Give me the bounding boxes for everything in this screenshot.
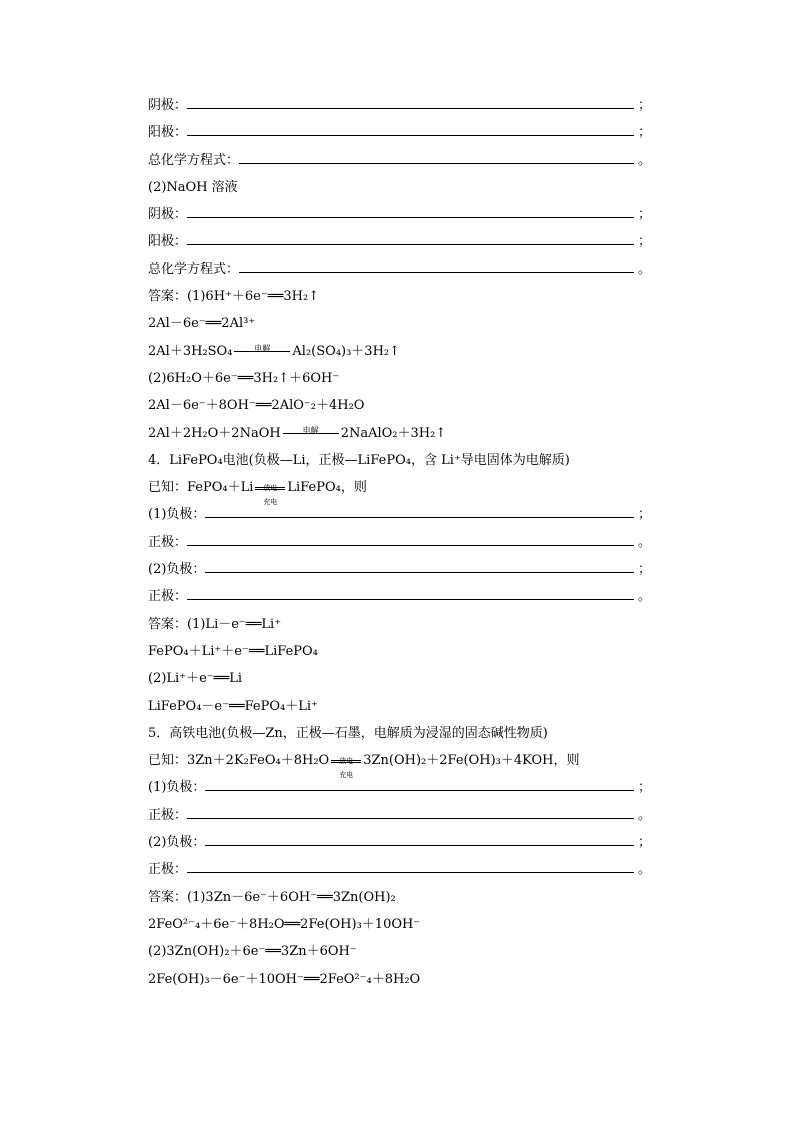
answer-line[interactable]: [187, 92, 634, 109]
question-4-known: [148, 474, 648, 506]
label: 正极：: [148, 862, 188, 878]
anode-blank-1: [148, 119, 652, 146]
equation: (1)6H⁺＋6e⁻══3H₂↑: [187, 289, 320, 305]
label: 总化学方程式：: [148, 152, 240, 168]
q4-negative-blank-1: [148, 501, 652, 528]
arrow-label: 电解: [254, 344, 271, 354]
q4-negative-blank-2: [148, 556, 652, 583]
answer-line[interactable]: [187, 802, 634, 819]
label: 阳极：: [148, 234, 188, 250]
answer-line[interactable]: [187, 583, 634, 600]
answer-3-line-3: [148, 338, 648, 365]
question-5-title: 5．高铁电池(负极—Zn，正极—石墨，电解质为浸湿的固态碱性物质): [148, 725, 548, 741]
q4-positive-blank-1: [148, 529, 652, 556]
punct: 。: [638, 534, 652, 550]
charge-label: 充电: [263, 497, 278, 506]
discharge-label: 放电: [339, 756, 354, 765]
equation: (1)3Zn－6e⁻＋6OH⁻══3Zn(OH)₂: [187, 889, 396, 905]
answer-3-line-6: [148, 420, 648, 447]
punct: ；: [638, 835, 652, 851]
punct: 。: [638, 152, 652, 168]
answer-3-line-5: 2Al－6e⁻＋8OH⁻══2AlO⁻₂＋4H₂O: [148, 398, 365, 414]
document-page: [148, 92, 652, 993]
punct: ；: [638, 234, 652, 250]
answer-5-line-3: (2)3Zn(OH)₂＋6e⁻══3Zn＋6OH⁻: [148, 944, 357, 960]
punct: ；: [638, 207, 652, 223]
label: 阴极：: [148, 207, 188, 223]
answer-line[interactable]: [205, 829, 634, 846]
total-blank-1: [148, 147, 652, 174]
charge-label: 充电: [339, 770, 354, 779]
answer-label: 答案：: [148, 289, 188, 305]
equation-left: 2Al＋3H₂SO₄: [148, 343, 233, 359]
anode-blank-2: [148, 228, 652, 255]
answer-line[interactable]: [239, 256, 634, 273]
equation-left: 2Al＋2H₂O＋2NaOH: [148, 425, 281, 441]
answer-line[interactable]: [205, 774, 634, 791]
answer-5-line-1: [148, 884, 648, 911]
punct: 。: [638, 807, 652, 823]
answer-line[interactable]: [187, 228, 634, 245]
answer-4-line-2: FePO₄＋Li⁺＋e⁻══LiFePO₄: [148, 643, 318, 659]
question-4-title: 4．LiFePO₄电池(负极—Li，正极—LiFePO₄，含 Li⁺导电固体为电解质): [148, 452, 570, 468]
discharge-label: 放电: [263, 483, 278, 492]
label: (1)负极：: [148, 507, 206, 523]
equation-right: Al₂(SO₄)₃＋3H₂↑: [292, 343, 401, 359]
answer-3-line-4: (2)6H₂O＋6e⁻══3H₂↑＋6OH⁻: [148, 370, 340, 386]
punct: 。: [638, 862, 652, 878]
label: 正极：: [148, 534, 188, 550]
reversible-arrow: [255, 481, 285, 506]
known-left: 已知：FePO₄＋Li: [148, 480, 254, 496]
answer-5-line-4: 2Fe(OH)₃－6e⁻＋10OH⁻══2FeO²⁻₄＋8H₂O: [148, 971, 421, 987]
answer-3-line-2: 2Al－6e⁻══2Al³⁺: [148, 316, 256, 332]
equation-right: 2NaAlO₂＋3H₂↑: [340, 425, 447, 441]
answer-line[interactable]: [187, 856, 634, 873]
answer-4-line-4: LiFePO₄－e⁻══FePO₄＋Li⁺: [148, 698, 318, 714]
answer-line[interactable]: [239, 147, 634, 164]
label: 总化学方程式：: [148, 261, 240, 277]
q5-negative-blank-1: [148, 774, 652, 801]
label: 正极：: [148, 589, 188, 605]
known-left: 已知：3Zn＋2K₂FeO₄＋8H₂O: [148, 753, 330, 769]
answer-3-line-1: [148, 283, 648, 310]
label: 阴极：: [148, 98, 188, 113]
answer-4-line-1: [148, 611, 648, 638]
answer-line[interactable]: [187, 529, 634, 546]
section-naoh: (2)NaOH 溶液: [148, 179, 238, 195]
equation: (1)Li－e⁻══Li⁺: [187, 616, 282, 632]
label: (1)负极：: [148, 780, 206, 796]
answer-line[interactable]: [205, 556, 634, 573]
q5-negative-blank-2: [148, 829, 652, 856]
answer-line[interactable]: [205, 501, 634, 518]
reversible-arrow: [331, 754, 361, 779]
label: (2)负极：: [148, 562, 206, 578]
question-5-known: [148, 747, 648, 779]
punct: ；: [638, 562, 652, 578]
answer-line[interactable]: [187, 201, 634, 218]
q5-positive-blank-2: [148, 856, 652, 883]
punct: ；: [638, 780, 652, 796]
known-right: LiFePO₄，则: [287, 480, 367, 496]
answer-line[interactable]: [187, 119, 634, 136]
electrolysis-arrow: [234, 345, 290, 357]
punct: ；: [638, 125, 652, 141]
label: 正极：: [148, 807, 188, 823]
answer-label: 答案：: [148, 616, 188, 632]
answer-label: 答案：: [148, 889, 188, 905]
answer-4-line-3: (2)Li⁺＋e⁻══Li: [148, 671, 243, 687]
punct: ；: [638, 507, 652, 523]
arrow-label: 电解: [302, 426, 319, 436]
known-right: 3Zn(OH)₂＋2Fe(OH)₃＋4KOH，则: [363, 753, 580, 769]
cathode-blank-2: [148, 201, 652, 228]
electrolysis-arrow: [283, 427, 339, 439]
punct: 。: [638, 589, 652, 605]
answer-5-line-2: 2FeO²⁻₄＋6e⁻＋8H₂O══2Fe(OH)₃＋10OH⁻: [148, 916, 421, 932]
punct: 。: [638, 261, 652, 277]
total-blank-2: [148, 256, 652, 283]
q5-positive-blank-1: [148, 802, 652, 829]
label: 阳极：: [148, 125, 188, 141]
punct: ；: [638, 98, 652, 113]
cathode-blank-1: [148, 92, 652, 119]
q4-positive-blank-2: [148, 583, 652, 610]
label: (2)负极：: [148, 835, 206, 851]
